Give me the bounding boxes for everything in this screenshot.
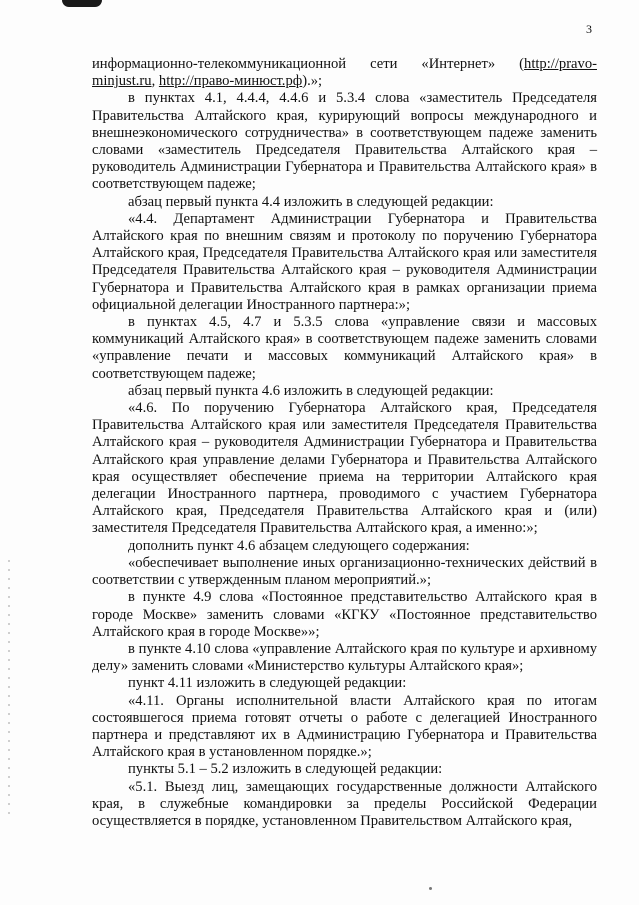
paragraph-continuation (92, 56, 597, 90)
link-separator: , (151, 73, 159, 90)
paragraph-text: информационно-телекоммуникационной сети «Интернет» ( (92, 56, 525, 72)
paragraph: в пунктах 4.1, 4.4.4, 4.4.6 и 5.3.4 слова «заместитель Председателя Правительства Алтайского края, курирующий вопросы международного и внешнеэкономического сотрудничества» в соответствующем падеже заменить словами «заместитель Председателя Правительства Алтайского края – руководитель Администрации Губернатора и Правительства Алтайского края» в соответствующем падеже; (92, 90, 597, 193)
paragraph: «обеспечивает выполнение иных организационно-технических действий в соответствии с утвержденным планом мероприятий.»; (92, 554, 597, 589)
paragraph: абзац первый пункта 4.6 изложить в следующей редакции: (128, 382, 494, 399)
page-number: 3 (586, 22, 592, 36)
document-body (92, 56, 597, 830)
hyperlink-pravo-minjust-rf[interactable]: http://право-минюст.рф (158, 73, 303, 90)
paragraph: в пункте 4.10 слова «управление Алтайского края по культуре и архивному делу» заменить словами «Министерство культуры Алтайского края»; (92, 640, 597, 675)
hyperlink-pravo-minjust[interactable]: http://pravo-minjust.ru (92, 56, 597, 90)
paragraph: «4.6. По поручению Губернатора Алтайского края, Председателя Правительства Алтайского края или заместителя Председателя Правительства Алтайского края – руководителя Администрации Губернатора и Правительства Алтайского края управление делами Губернатора и Правительства Алтайского края осуществляет обеспечение приема на территории Алтайского края делегации Иностранного партнера, проводимого с участием Губернатора Алтайского края, Председателя Правительства Алтайского края и (или) заместителя Председателя Правительства Алтайского края, а именно:»; (92, 400, 597, 537)
scan-dot-artifact (429, 887, 432, 890)
paragraph: «4.4. Департамент Администрации Губернатора и Правительства Алтайского края по внешним связям и протоколу по поручению Губернатора Алтайского края, Председателя Правительства Алтайского края или заместителя Председателя Правительства Алтайского края – руководителя Администрации Губернатора и Правительства Алтайского края в рамках организации приема официальной делегации Иностранного партнера:»; (92, 210, 597, 313)
paragraph: «4.11. Органы исполнительной власти Алтайского края по итогам состоявшегося приема готовят отчеты о работе с делегацией Иностранного партнера и представляют их в Администрацию Губернатора и Правительства Алтайского края в установленном порядке.»; (92, 692, 597, 761)
scan-corner-mark (62, 0, 102, 7)
paragraph: абзац первый пункта 4.4 изложить в следующей редакции: (128, 193, 494, 210)
paragraph: в пунктах 4.5, 4.7 и 5.3.5 слова «управление связи и массовых коммуникаций Алтайского края» в соответствующем падеже заменить словами «управление печати и массовых коммуникаций Алтайского края» в соответствующем падеже; (92, 314, 597, 382)
paragraph: дополнить пункт 4.6 абзацем следующего содержания: (128, 537, 470, 554)
paragraph: «5.1. Выезд лиц, замещающих государственные должности Алтайского края, в служебные командировки за пределы Российской Федерации осуществляется в порядке, установленном Правительством Алтайского края, (92, 778, 597, 829)
paragraph: пункты 5.1 – 5.2 изложить в следующей редакции: (128, 761, 443, 778)
paragraph: пункт 4.11 изложить в следующей редакции: (128, 675, 407, 692)
paragraph: в пункте 4.9 слова «Постоянное представительство Алтайского края в городе Москве» заменить словами «КГКУ «Постоянное представительство Алтайского края в городе Москве»»; (92, 589, 597, 640)
scan-edge-artifact (8, 560, 10, 820)
paragraph-tail: ).»; (302, 73, 323, 90)
